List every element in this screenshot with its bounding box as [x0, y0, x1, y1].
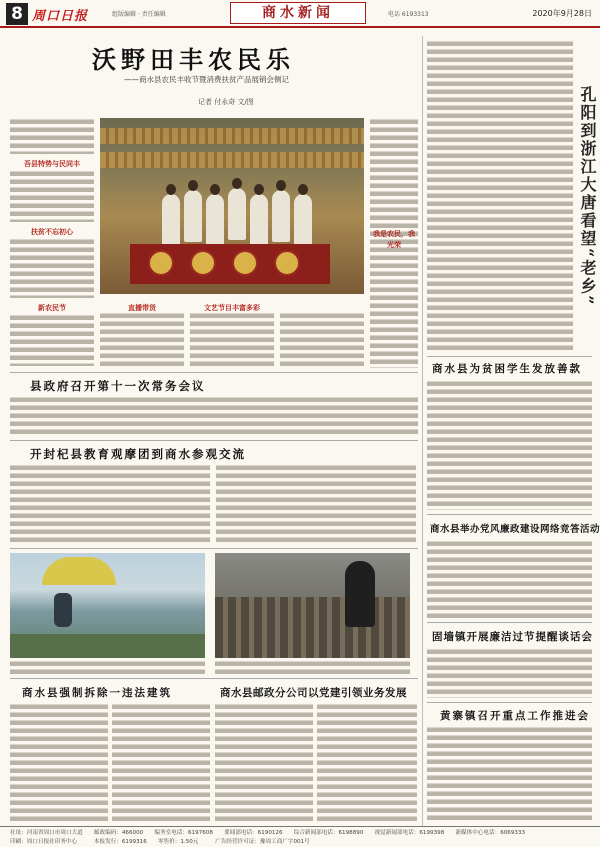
article-body: [427, 380, 592, 510]
harvest-festival-photo: [100, 118, 364, 294]
lead-headline: 沃野田丰农民乐: [92, 45, 295, 74]
lead-text-column: [190, 312, 274, 368]
editor-note: 组版编辑 · 责任编辑: [112, 11, 166, 18]
lead-text-column: [10, 118, 94, 154]
article-body: [10, 703, 108, 821]
sidebar-text: [427, 40, 573, 352]
section-divider: [10, 440, 418, 441]
article-headline: 商水县邮政分公司以党建引领业务发展: [220, 687, 407, 699]
section-divider: [10, 678, 418, 679]
footer-print-line: 印刷：周口日报社印务中心 本报发行：6199316 零售价：1.50元 广告经营许可证：豫周工商广字001号: [10, 839, 310, 845]
sidebar-vertical-headline: 孔阳到浙江大唐看望“老乡”: [578, 86, 597, 307]
farm-photo: [215, 553, 410, 658]
article-body: [427, 648, 592, 698]
column-divider: [422, 36, 423, 826]
issue-date: 2020年9月28日: [532, 9, 592, 18]
lead-subhead: 新农民节: [38, 304, 66, 312]
article-body: [317, 703, 417, 821]
footer-address-line: 社址：河南省周口市周口大道 邮政编码：466000 编务室电话：6197608 要闻部电话：6190126 综合新闻部电话：6198890 视觉新闻部电话：6199398 新媒体中心电话：6069333: [10, 830, 526, 836]
article-headline: 黄寨镇召开重点工作推进会: [440, 710, 590, 722]
article-headline: 商水县强制拆除一违法建筑: [22, 687, 172, 699]
lead-text-column: [10, 314, 94, 366]
page-footer: [0, 826, 600, 847]
lead-text-column: [10, 170, 94, 222]
article-headline: 商水县为贫困学生发放善款: [432, 363, 582, 375]
article-body: [10, 464, 210, 544]
section-divider: [427, 514, 592, 515]
paper-logo: 周口日报: [32, 9, 89, 24]
article-headline: 固墙镇开展廉洁过节提醒谈话会: [432, 631, 593, 643]
article-body: [427, 726, 592, 822]
article-headline: 开封杞县教育观摩团到商水参观交流: [30, 447, 246, 461]
section-title: 商水新闻: [230, 2, 366, 24]
section-divider: [427, 356, 592, 357]
lead-subhead: 文艺节目丰富多彩: [204, 304, 260, 312]
lead-subtitle: ——商水县农民丰收节暨消费扶贫产品展销会侧记: [124, 75, 289, 84]
article-headline: 商水县举办党风廉政建设网络竞答活动: [430, 524, 600, 535]
lead-text-column: [10, 238, 94, 298]
masthead: [0, 0, 600, 28]
article-headline: 县政府召开第十一次常务会议: [30, 379, 206, 393]
article-body: [10, 396, 418, 436]
contact-info: 电话 6193313: [388, 11, 429, 18]
lead-text-column: [280, 312, 364, 368]
lead-subhead: 扶贫不忘初心: [31, 228, 73, 236]
page-number: 8: [6, 3, 28, 25]
article-body: [215, 703, 313, 821]
section-divider: [427, 702, 592, 703]
section-divider: [10, 548, 418, 549]
photo-caption: [10, 660, 205, 674]
lead-subhead: 我是农民，我光荣: [373, 230, 415, 249]
lead-subhead: 直播带货: [128, 304, 156, 312]
lead-text-column: [100, 312, 184, 368]
fishing-photo: [10, 553, 205, 658]
article-body: [216, 464, 416, 544]
section-divider: [10, 372, 418, 373]
section-divider: [427, 622, 592, 623]
lead-byline: 记者 付永奇 文/图: [198, 98, 254, 106]
article-body: [112, 703, 210, 821]
article-body: [427, 540, 592, 618]
lead-subhead: 吾县特势与民同丰: [24, 160, 80, 168]
photo-caption: [215, 660, 410, 674]
